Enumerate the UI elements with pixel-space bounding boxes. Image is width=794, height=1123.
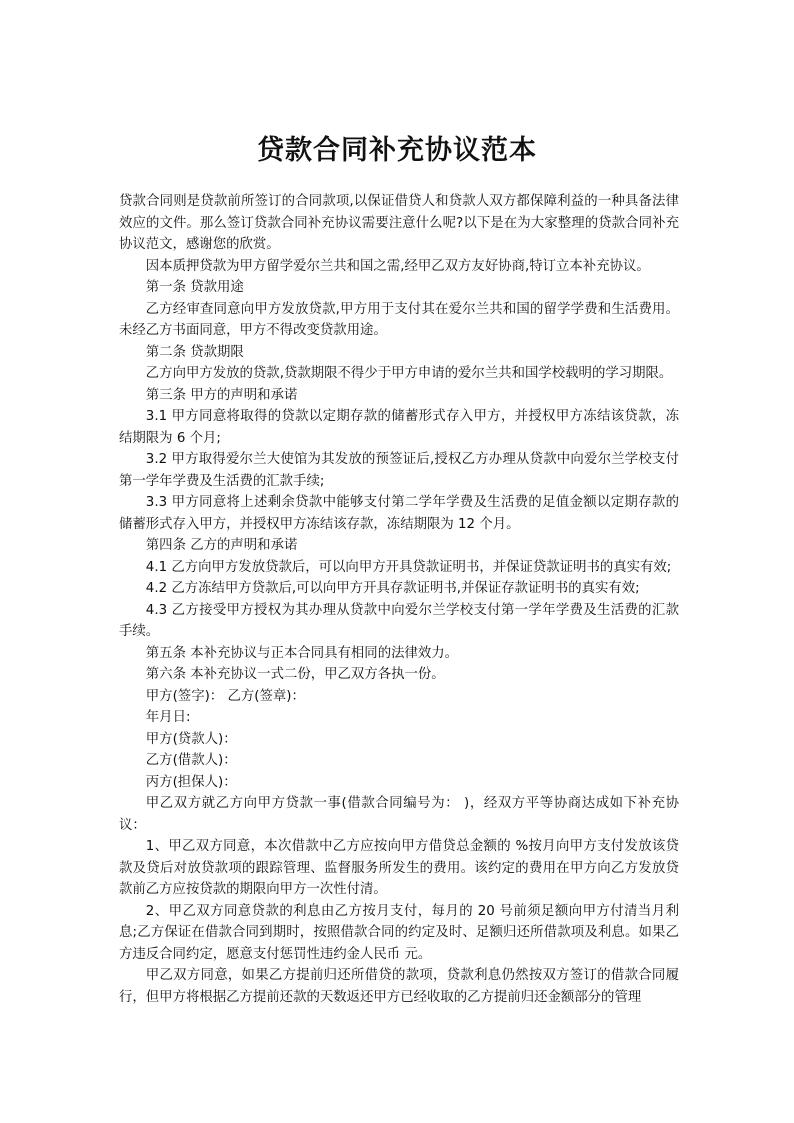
body-paragraph: 乙方经审查同意向甲方发放贷款,甲方用于支付其在爱尔兰共和国的留学学费和生活费用。未经乙方书面同意，甲方不得改变贷款用途。 [119, 301, 679, 338]
body-paragraph: 第三条 甲方的声明和承诺 [145, 387, 298, 403]
body-paragraph: 2、甲乙双方同意贷款的利息由乙方按月支付，每月的 20 号前须足额向甲方付清当月利息;乙方保证在借款合同到期时，按照借款合同的约定及时、足额归还所借款项及利息。如果乙方违反合同约定，愿意支付惩罚性违约金人民币 元。 [119, 903, 679, 962]
body-paragraph: 丙方(担保人)： [145, 774, 237, 790]
body-paragraph: 第五条 本补充协议与正本合同具有相同的法律效力。 [145, 645, 459, 661]
body-paragraph: 甲乙双方就乙方向甲方贷款一事(借款合同编号为： )，经双方平等协商达成如下补充协议： [119, 796, 679, 833]
body-paragraph: 3.2 甲方取得爱尔兰大使馆为其发放的预签证后,授权乙方办理从贷款中向爱尔兰学校支付第一学年学费及生活费的汇款手续; [119, 452, 679, 489]
body-paragraph: 甲方(贷款人)： [145, 731, 237, 747]
body-paragraph: 3.1 甲方同意将取得的贷款以定期存款的储蓄形式存入甲方，并授权甲方冻结该贷款，冻结期限为 6 个月; [119, 409, 679, 446]
document-title: 贷款合同补充协议范本 [257, 135, 537, 166]
body-paragraph: 乙方向甲方发放的贷款,贷款期限不得少于甲方申请的爱尔兰共和国学校载明的学习期限。 [145, 366, 673, 381]
body-paragraph: 甲乙双方同意，如果乙方提前归还所借贷的款项，贷款利息仍然按双方签订的借款合同履行，但甲方将根据乙方提前还款的天数返还甲方已经收取的乙方提前归还金额部分的管理 [119, 968, 679, 1005]
document-body [119, 191, 679, 1008]
body-paragraph: 乙方(借款人)： [145, 753, 237, 768]
body-paragraph: 4.2 乙方冻结甲方贷款后,可以向甲方开具存款证明书,并保证存款证明书的真实有效; [145, 581, 640, 596]
body-paragraph: 4.3 乙方接受甲方授权为其办理从贷款中向爱尔兰学校支付第一学年学费及生活费的汇款手续。 [119, 602, 679, 639]
body-paragraph: 年月日: [145, 710, 191, 725]
body-paragraph: 第四条 乙方的声明和承诺 [145, 538, 298, 553]
body-paragraph: 4.1 乙方向甲方发放贷款后，可以向甲方开具贷款证明书，并保证贷款证明书的真实有效; [145, 559, 672, 575]
body-paragraph: 1、甲乙双方同意，本次借款中乙方应按向甲方借贷总金额的 %按月向甲方支付发放该贷款及贷后对放贷款项的跟踪管理、监督服务所发生的费用。该约定的费用在甲方向乙方发放贷款前乙方应按贷款的期限向甲方一次性付清。 [119, 839, 679, 897]
body-paragraph: 因本质押贷款为甲方留学爱尔兰共和国之需,经甲乙双方友好协商,特订立本补充协议。 [145, 258, 650, 274]
body-paragraph: 甲方(签字)： 乙方(签章)： [145, 688, 305, 704]
body-paragraph: 第六条 本补充协议一式二份，甲乙双方各执一份。 [145, 667, 445, 682]
body-paragraph: 第二条 贷款期限 [145, 344, 244, 360]
body-paragraph: 贷款合同则是贷款前所签订的合同款项,以保证借贷人和贷款人双方都保障利益的一种具备法律效应的文件。那么签订贷款合同补充协议需要注意什么呢?以下是在为大家整理的贷款合同补充协议范文，感谢您的欣赏。 [119, 194, 679, 252]
body-paragraph: 3.3 甲方同意将上述剩余贷款中能够支付第二学年学费及生活费的足值金额以定期存款的储蓄形式存入甲方，并授权甲方冻结该存款，冻结期限为 12 个月。 [119, 495, 679, 532]
body-paragraph: 第一条 贷款用途 [145, 280, 244, 295]
